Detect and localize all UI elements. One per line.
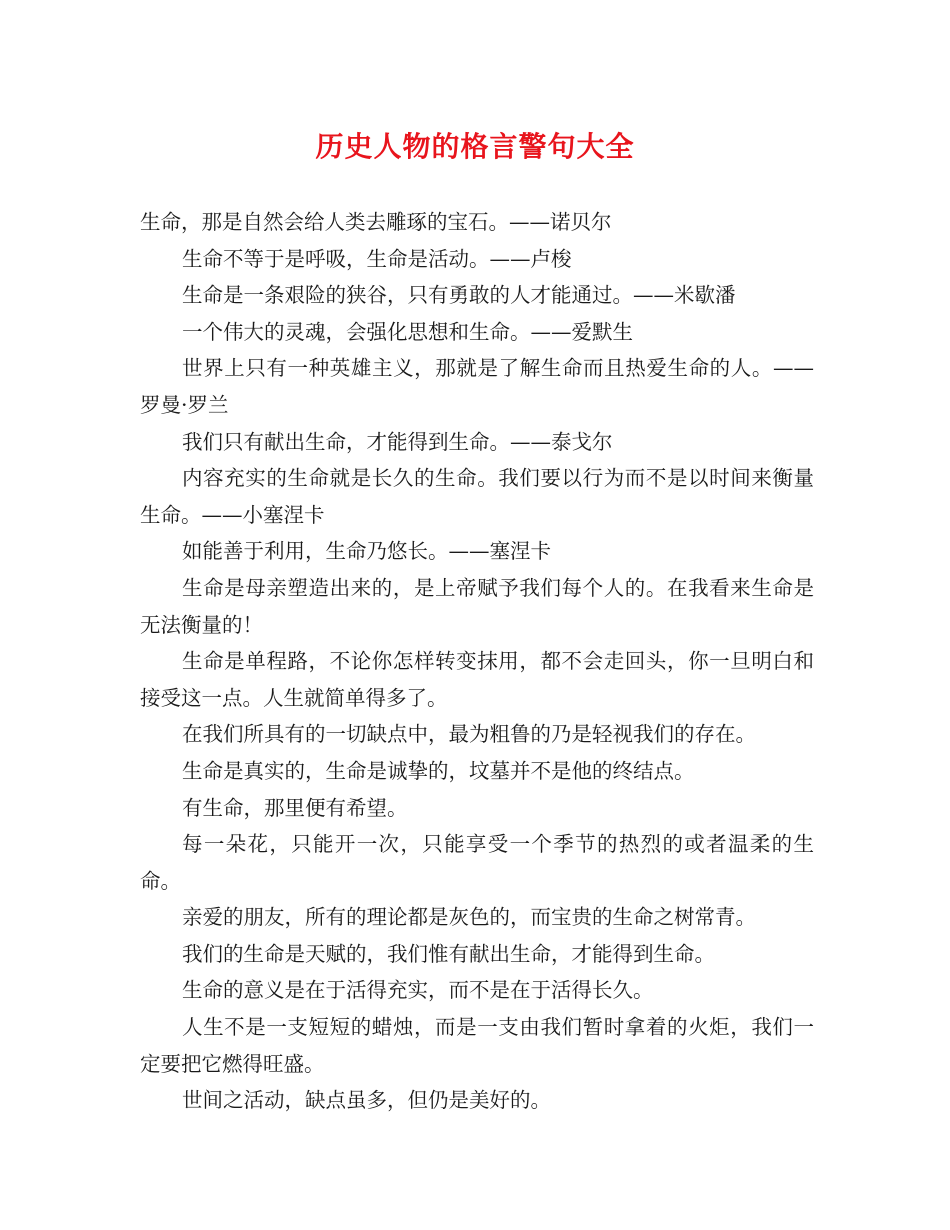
quote-paragraph: 生命不等于是呼吸，生命是活动。——卢梭	[182, 246, 572, 271]
quote-paragraph: 我们只有献出生命，才能得到生命。——泰戈尔	[182, 429, 613, 454]
quote-paragraph: 生命是母亲塑造出来的，是上帝赋予我们每个人的。在我看来生命是无法衡量的！	[140, 575, 814, 637]
quote-paragraph: 亲爱的朋友，所有的理论都是灰色的，而宝贵的生命之树常青。	[182, 905, 756, 930]
quote-paragraph: 内容充实的生命就是长久的生命。我们要以行为而不是以时间来衡量生命。——小塞涅卡	[140, 466, 814, 527]
quote-paragraph: 生命是单程路，不论你怎样转变抹用，都不会走回头，你一旦明白和接受这一点。人生就简单得多了。	[140, 649, 814, 710]
quote-paragraph: 有生命，那里便有希望。	[182, 795, 408, 820]
quote-paragraph: 世界上只有一种英雄主义，那就是了解生命而且热爱生命的人。——罗曼·罗兰	[140, 356, 814, 417]
document-title: 历史人物的格言警句大全	[315, 130, 635, 163]
quote-paragraph: 如能善于利用，生命乃悠长。——塞涅卡	[182, 539, 551, 564]
quote-paragraph: 我们的生命是天赋的，我们惟有献出生命，才能得到生命。	[182, 941, 715, 966]
quote-paragraph: 在我们所具有的一切缺点中，最为粗鲁的乃是轻视我们的存在。	[182, 722, 756, 747]
quote-paragraph: 一个伟大的灵魂，会强化思想和生命。——爱默生	[182, 319, 633, 344]
document-body	[140, 204, 814, 1119]
quote-paragraph: 生命，那是自然会给人类去雕琢的宝石。——诺贝尔	[140, 210, 612, 234]
quote-paragraph: 生命是一条艰险的狭谷，只有勇敢的人才能通过。——米歇潘	[182, 283, 736, 308]
quote-paragraph: 世间之活动，缺点虽多，但仍是美好的。	[182, 1088, 551, 1113]
quote-paragraph: 人生不是一支短短的蜡烛，而是一支由我们暂时拿着的火炬，我们一定要把它燃得旺盛。	[140, 1015, 814, 1076]
quote-paragraph: 每一朵花，只能开一次，只能享受一个季节的热烈的或者温柔的生命。	[140, 832, 814, 893]
quote-paragraph: 生命的意义是在于活得充实，而不是在于活得长久。	[182, 978, 654, 1003]
quote-paragraph: 生命是真实的，生命是诚挚的，坟墓并不是他的终结点。	[182, 758, 695, 783]
